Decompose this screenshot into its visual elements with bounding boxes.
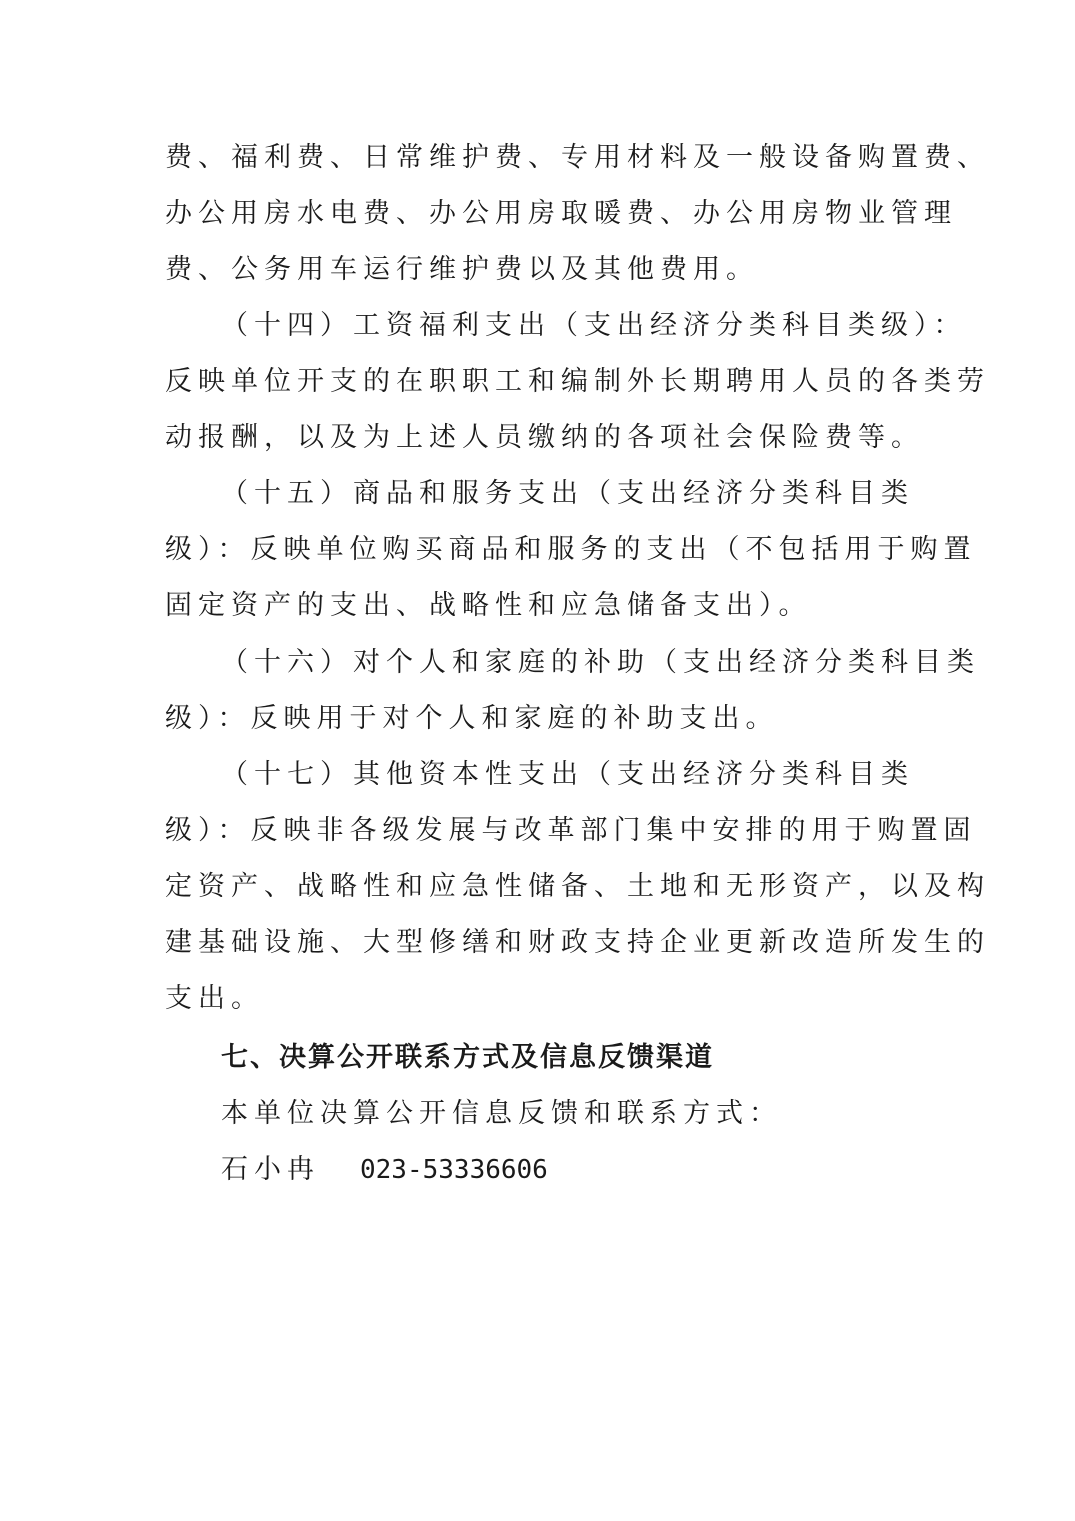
contact-intro: 本单位决算公开信息反馈和联系方式：: [221, 1098, 782, 1129]
paragraph-line: 动报酬，以及为上述人员缴纳的各项社会保险费等。: [165, 422, 924, 453]
paragraph-line: （十七）其他资本性支出（支出经济分类科目类: [221, 759, 914, 790]
paragraph-line: 反映单位开支的在职职工和编制外长期聘用人员的各类劳: [165, 366, 990, 397]
paragraph-line: 级）：反映非各级发展与改革部门集中安排的用于购置固: [165, 815, 977, 846]
paragraph-line: （十四）工资福利支出（支出经济分类科目类级）：: [221, 310, 967, 341]
paragraph-line: 定资产、战略性和应急性储备、土地和无形资产，以及构: [165, 871, 990, 902]
contact-line: [221, 1142, 951, 1198]
contact-phone: 023-53336606: [360, 1155, 548, 1185]
paragraph-line: 办公用房水电费、办公用房取暖费、办公用房物业管理: [165, 198, 957, 229]
paragraph-line: 费、福利费、日常维护费、专用材料及一般设备购置费、: [165, 142, 990, 173]
paragraph-line: 建基础设施、大型修缮和财政支持企业更新改造所发生的: [165, 927, 990, 958]
paragraph-line: 级）：反映用于对个人和家庭的补助支出。: [165, 703, 779, 734]
paragraph-line: 级）：反映单位购买商品和服务的支出（不包括用于购置: [165, 534, 977, 565]
paragraph-line: 固定资产的支出、战略性和应急储备支出）。: [165, 590, 812, 621]
contact-name: 石小冉: [221, 1154, 320, 1185]
paragraph-line: （十六）对个人和家庭的补助（支出经济分类科目类: [221, 647, 980, 678]
paragraph-line: 支出。: [165, 983, 264, 1014]
section-heading: 七、决算公开联系方式及信息反馈渠道: [221, 1042, 714, 1073]
paragraph-line: （十五）商品和服务支出（支出经济分类科目类: [221, 478, 914, 509]
paragraph-line: 费、公务用车运行维护费以及其他费用。: [165, 254, 759, 285]
